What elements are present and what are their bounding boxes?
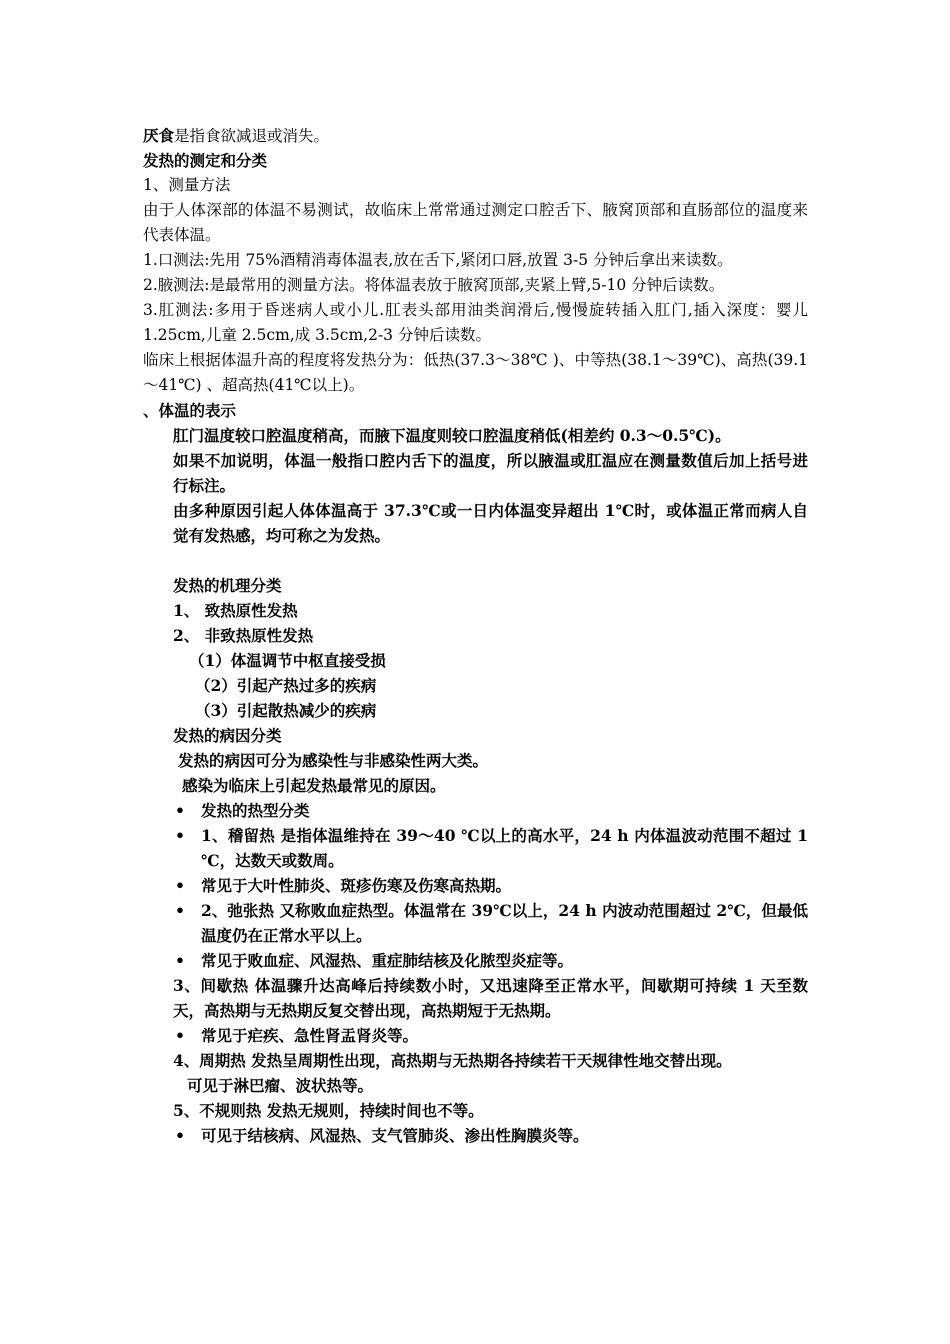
irregular-fever: 5、不规则热 发热无规则，持续时间也不等。 [173,1101,484,1120]
heading-expression: 、体温的表示 [143,401,237,420]
list-item [143,1123,808,1148]
irregular-fever-cases: 可见于结核病、风湿热、支气管肺炎、渗出性胸膜炎等。 [201,1126,589,1145]
intro-paragraph: 由于人体深部的体温不易测试，故临床上常常通过测定口腔舌下、腋窝顶部和直肠部位的温度来代表体温。 [143,201,808,244]
periodic-fever: 4、周期热 发热呈周期性出现，高热期与无热期各持续若干天规律性地交替出现。 [173,1051,732,1070]
bullet-icon: • [175,1026,185,1045]
heading-measurement: 发热的测定和分类 [143,151,268,170]
periodic-fever-cases: 可见于淋巴瘤、波状热等。 [187,1076,374,1095]
bullet-icon: • [175,901,185,920]
cause-line-1: 发热的病因可分为感染性与非感染性两大类。 [178,751,489,770]
oral-method: 1.口测法:先用 75%酒精消毒体温表,放在舌下,紧闭口唇,放置 3-5 分钟后拿出来读数。 [143,251,733,269]
bullet-icon: • [175,951,185,970]
fever-grading: 临床上根据体温升高的程度将发热分为：低热(37.3～38℃ )、中等热(38.1～39℃)、高热(39.1～41℃) 、超高热(41℃以上)。 [143,351,808,394]
mechanism-item-2: 2、 非致热原性发热 [173,626,314,645]
continued-fever-cases: 常见于大叶性肺炎、斑疹伤寒及伤寒高热期。 [201,876,512,895]
document-body [143,123,808,1148]
bullet-icon: • [175,801,185,820]
heading-cause: 发热的病因分类 [173,726,282,745]
list-item [143,798,808,823]
bullet-icon: • [175,876,185,895]
list-item [143,823,808,873]
axillary-method: 2.腋测法:是最常用的测量方法。将体温表放于腋窝顶部,夹紧上臂,5-10 分钟后读数。 [143,276,725,294]
intermittent-fever-cases: 常见于疟疾、急性肾盂肾炎等。 [201,1026,419,1045]
list-item [143,873,808,898]
expression-line-1: 肛门温度较口腔温度稍高，而腋下温度则较口腔温度稍低(相差约 0.3～0.5℃)。 [173,426,731,445]
blank-line [143,548,808,573]
subheading-method: 1、测量方法 [143,176,231,194]
bullet-icon: • [175,826,185,845]
anorexia-text: 是指食欲减退或消失。 [174,127,330,145]
cause-line-2: 感染为临床上引起发热最常见的原因。 [182,776,446,795]
bullet-icon: • [175,1126,185,1145]
list-item [143,898,808,948]
heading-mechanism: 发热的机理分类 [173,576,282,595]
anorexia-definition [143,123,808,148]
list-item [143,1023,808,1048]
remittent-fever-cases: 常见于败血症、风湿热、重症肺结核及化脓型炎症等。 [201,951,574,970]
list-item [143,948,808,973]
continued-fever: 1、稽留热 是指体温维持在 39～40 ℃以上的高水平，24 h 内体温波动范围不超过 1 ℃，达数天或数周。 [201,826,808,870]
rectal-method: 3.肛测法:多用于昏迷病人或小儿.肛表头部用油类润滑后,慢慢旋转插入肛门,插入深度：婴儿 1.25cm,儿童 2.5cm,成 3.5cm,2-3 分钟后读数。 [143,301,808,344]
mechanism-subitem-1: （1）体温调节中枢直接受损 [189,651,386,670]
fever-definition: 由多种原因引起人体体温高于 37.3℃或一日内体温变异超出 1℃时，或体温正常而病人自觉有发热感，均可称之为发热。 [173,501,808,545]
term-anorexia: 厌食 [143,126,175,145]
mechanism-subitem-3: （3）引起散热减少的疾病 [195,701,377,720]
mechanism-item-1: 1、 致热原性发热 [173,601,298,620]
expression-line-2: 如果不加说明，体温一般指口腔内舌下的温度，所以腋温或肛温应在测量数值后加上括号进行标注。 [173,451,808,495]
mechanism-subitem-2: （2）引起产热过多的疾病 [195,676,377,695]
remittent-fever: 2、弛张热 又称败血症热型。体温常在 39℃以上，24 h 内波动范围超过 2℃，但最低温度仍在正常水平以上。 [201,901,808,945]
intermittent-fever: 3、间歇热 体温骤升达高峰后持续数小时，又迅速降至正常水平，间歇期可持续 1 天至数天，高热期与无热期反复交替出现，高热期短于无热期。 [173,976,808,1020]
fever-types-heading: 发热的热型分类 [201,801,310,820]
